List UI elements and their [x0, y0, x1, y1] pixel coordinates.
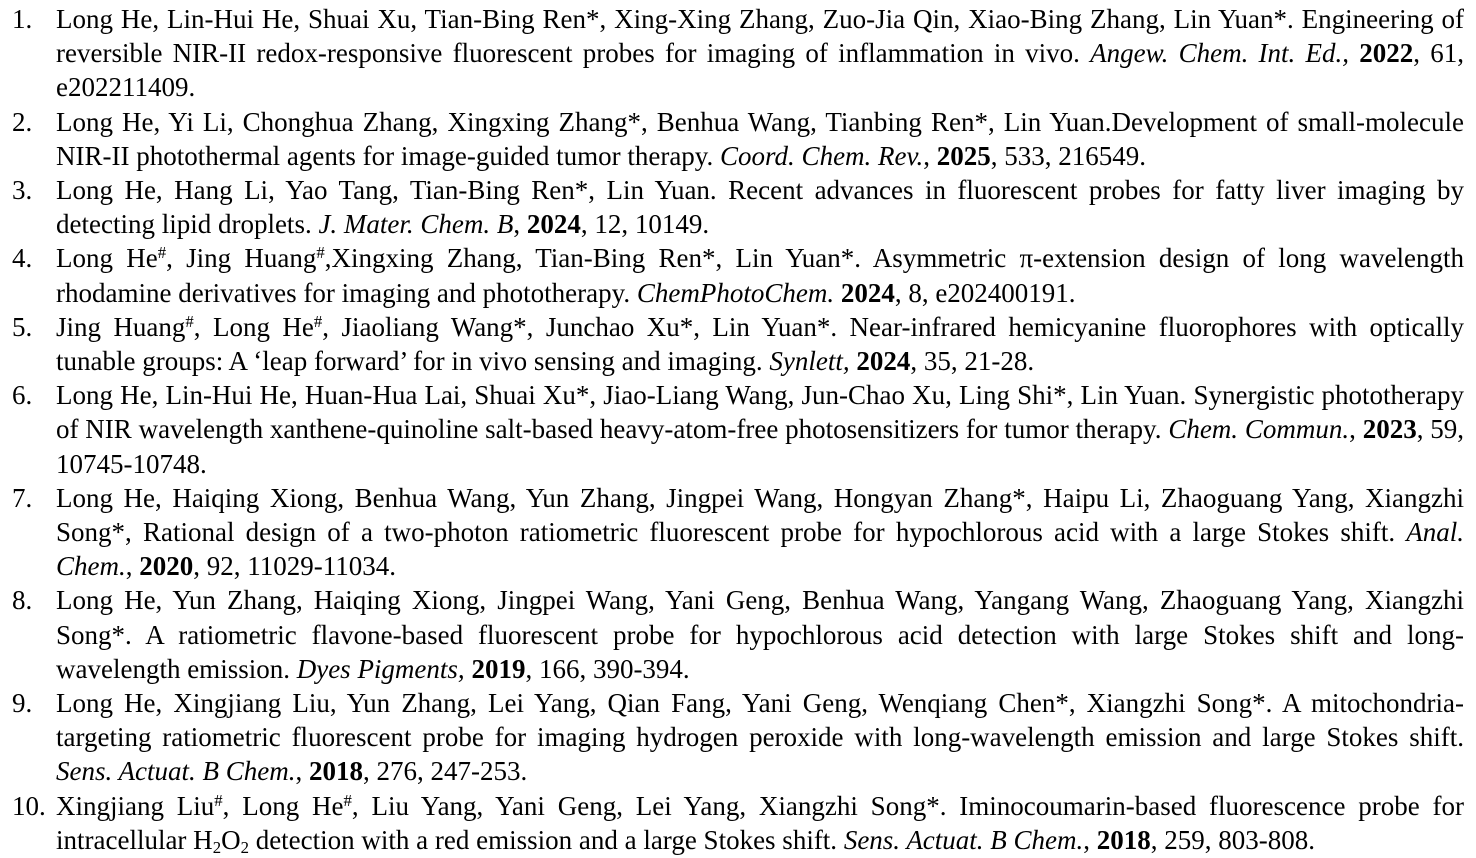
- reference-item-8: [12, 583, 1464, 686]
- reference-number: 8.: [12, 585, 33, 616]
- reference-details: , 276, 247-253.: [362, 756, 528, 787]
- reference-details: , 92, 11029-11034.: [193, 551, 396, 582]
- reference-text: Long He, Hang Li, Yao Tang, Tian-Bing Ren*, Lin Yuan. Recent advances in fluorescent probes for fatty liver imaging by detecting lipid droplets. J. Mater. Chem. B, 2024, 12, 10149.: [56, 175, 1465, 240]
- reference-year: 2024: [856, 346, 911, 377]
- reference-text: [56, 2, 1464, 105]
- reference-item-3: [12, 173, 1464, 241]
- reference-year: 2022: [1359, 38, 1414, 69]
- reference-title: A mitochondria-targeting ratiometric fluorescent probe for imaging hydrogen peroxide with long-wavelength emission and large Stokes shift.: [56, 688, 1464, 753]
- reference-journal: Angew. Chem. Int. Ed.,: [1090, 38, 1350, 69]
- reference-author-second: , Jing Huang: [166, 243, 317, 274]
- reference-journal: Anal. Chem.: [56, 517, 1465, 582]
- equal-contribution-mark: #: [157, 243, 167, 263]
- subscript-two: 2: [212, 838, 222, 858]
- reference-title: Synergistic phototherapy of NIR wavelength xanthene-quinoline salt-based heavy-atom-free photosensitizers for tumor therapy.: [56, 380, 1465, 445]
- reference-details: , 166, 390-394.: [525, 653, 690, 684]
- reference-text: [56, 310, 1464, 378]
- reference-title: Recent advances in fluorescent probes for fatty liver imaging by detecting lipid droplets.: [56, 175, 1465, 240]
- reference-year: 2018: [308, 756, 363, 787]
- reference-item-6: [12, 378, 1464, 481]
- reference-item-2: [12, 105, 1464, 173]
- reference-authors: , Jiaoliang Wang*, Junchao Xu*, Lin Yuan*.: [322, 311, 838, 342]
- reference-details: , 12, 10149.: [580, 209, 710, 240]
- reference-details: , 259, 803-808.: [1150, 824, 1316, 855]
- reference-author-first: Jing Huang: [56, 311, 186, 342]
- reference-journal: Chem. Commun.: [1168, 414, 1350, 445]
- reference-journal: J. Mater. Chem. B: [318, 209, 514, 240]
- reference-title-end: detection with a red emission and a large Stokes shift.: [248, 824, 838, 855]
- reference-number: 2.: [12, 106, 33, 137]
- reference-authors: Long He, Xingjiang Liu, Yun Zhang, Lei Yang, Qian Fang, Yani Geng, Wenqiang Chen*, Xiangzhi Song*.: [56, 688, 1273, 719]
- reference-year: 2025: [936, 140, 991, 171]
- reference-details: , 8, e202400191.: [894, 277, 1076, 308]
- equal-contribution-mark: #: [313, 311, 323, 331]
- reference-author-second: , Long He: [193, 311, 314, 342]
- reference-details: , 533, 216549.: [990, 140, 1147, 171]
- reference-text: [56, 583, 1464, 686]
- reference-year: 2023: [1362, 414, 1417, 445]
- equal-contribution-mark: #: [343, 790, 352, 810]
- reference-text: Long He, Haiqing Xiong, Benhua Wang, Yun Zhang, Jingpei Wang, Hongyan Zhang*, Haipu Li, Zhaoguang Yang, Xiangzhi Song*, Rational design of a two-photon ratiometric fluorescent probe for hypochlorous acid with a large Stokes shift. Anal. Chem., 2020, 92, 11029-11034.: [56, 482, 1465, 582]
- reference-text: [56, 241, 1464, 309]
- reference-year: 2018: [1096, 824, 1151, 855]
- reference-author-first: Long He: [56, 243, 158, 274]
- reference-author-first: Xingjiang Liu: [56, 790, 215, 821]
- reference-number: 3.: [12, 175, 33, 206]
- subscript-two: 2: [240, 838, 249, 858]
- reference-title: Rational design of a two-photon ratiometric fluorescent probe for hypochlorous acid with a large Stokes shift.: [142, 517, 1396, 548]
- reference-title: A ratiometric flavone-based fluorescent probe for hypochlorous acid detection with large Stokes shift and long-wavelength emission.: [56, 619, 1464, 684]
- reference-number: 7.: [12, 482, 33, 513]
- reference-title-mid: O: [221, 824, 241, 855]
- reference-authors: Long He, Hang Li, Yao Tang, Tian-Bing Ren*, Lin Yuan.: [56, 175, 717, 206]
- reference-text: Long He, Yi Li, Chonghua Zhang, Xingxing Zhang*, Benhua Wang, Tianbing Ren*, Lin Yuan.Development of small-molecule NIR-II photothermal agents for image-guided tumor therapy. Coord. Chem. Rev., 2025, 533, 216549.: [56, 106, 1464, 171]
- reference-year: 2024: [526, 209, 581, 240]
- reference-item-4: [12, 241, 1464, 309]
- reference-text: Long He, Xingjiang Liu, Yun Zhang, Lei Yang, Qian Fang, Yani Geng, Wenqiang Chen*, Xiangzhi Song*. A mitochondria-targeting ratiometric fluorescent probe for imaging hydrogen peroxide with long-wavelength emission and large Stokes shift. Sens. Actuat. B Chem., 2018, 276, 247-253.: [56, 688, 1464, 787]
- equal-contribution-mark: #: [316, 243, 325, 263]
- reference-number: 6.: [12, 380, 33, 411]
- reference-title: Development of small-molecule NIR-II photothermal agents for image-guided tumor therapy.: [56, 106, 1464, 171]
- reference-title: Asymmetric π-extension design of long wavelength rhodamine derivatives for imaging and phototherapy.: [56, 243, 1465, 308]
- reference-number: 5.: [12, 311, 33, 342]
- reference-journal: ChemPhotoChem.: [636, 277, 835, 308]
- reference-item-5: [12, 310, 1464, 378]
- reference-details: , 61, e202211409.: [56, 38, 1465, 103]
- reference-year: 2020: [139, 551, 194, 582]
- reference-number: 1.: [12, 4, 33, 34]
- reference-details: , 35, 21-28.: [910, 346, 1035, 377]
- reference-authors: ,Xingxing Zhang, Tian-Bing Ren*, Lin Yuan*.: [324, 243, 861, 274]
- reference-number: 4.: [12, 243, 33, 274]
- reference-journal: Coord. Chem. Rev.: [720, 140, 924, 171]
- reference-details: , 59, 10745-10748.: [56, 414, 1465, 479]
- reference-authors: Long He, Yun Zhang, Haiqing Xiong, Jingpei Wang, Yani Geng, Benhua Wang, Yangang Wang, Zhaoguang Yang, Xiangzhi Song*.: [56, 585, 1464, 650]
- reference-authors: Long He, Yi Li, Chonghua Zhang, Xingxing Zhang*, Benhua Wang, Tianbing Ren*, Lin Yuan.: [56, 106, 1112, 137]
- reference-item-10: [12, 789, 1464, 857]
- reference-text: Long He, Lin-Hui He, Huan-Hua Lai, Shuai Xu*, Jiao-Liang Wang, Jun-Chao Xu, Ling Shi*, Lin Yuan. Synergistic phototherapy of NIR wavelength xanthene-quinoline salt-based heavy-atom-free photosensitizers for tumor therapy. Chem. Commun., 2023, 59, 10745-10748.: [56, 380, 1465, 479]
- reference-year: 2019: [471, 653, 526, 684]
- reference-number: 9.: [12, 688, 33, 719]
- reference-journal: Dyes Pigments,: [296, 653, 465, 684]
- reference-item-9: [12, 686, 1464, 789]
- reference-journal: Sens. Actuat. B Chem.: [56, 756, 296, 787]
- reference-year: 2024: [840, 277, 895, 308]
- reference-journal: Synlett,: [769, 346, 850, 377]
- reference-item-1: [12, 2, 1464, 105]
- reference-text: Xingjiang Liu#, Long He#, Liu Yang, Yani Geng, Lei Yang, Xiangzhi Song*. Iminocoumarin-based fluorescence probe for intracellular $H_2O_2$ detection with a red emission and a large Stokes shift. Sens. Actuat. B Chem., 2018, 259, 803-808.: [56, 790, 1465, 858]
- reference-author-second: , Long He: [222, 790, 344, 821]
- reference-item-7: [12, 481, 1464, 584]
- reference-journal: Sens. Actuat. B Chem.: [843, 824, 1084, 855]
- reference-authors: Long He, Lin-Hui He, Huan-Hua Lai, Shuai Xu*, Jiao-Liang Wang, Jun-Chao Xu, Ling Shi*, Lin Yuan.: [56, 380, 1187, 411]
- reference-authors: Long He, Haiqing Xiong, Benhua Wang, Yun Zhang, Jingpei Wang, Hongyan Zhang*, Haipu Li, Zhaoguang Yang, Xiangzhi Song*,: [56, 482, 1464, 548]
- reference-number: 10.: [12, 790, 46, 821]
- reference-title: Near-infrared hemicyanine fluorophores with optically tunable groups: A ‘leap forward’ for in vivo sensing and imaging.: [56, 311, 1464, 377]
- reference-title: Engineering of reversible NIR-II redox-responsive fluorescent probes for imaging of inflammation in vivo.: [56, 4, 1465, 69]
- equal-contribution-mark: #: [185, 311, 194, 331]
- reference-authors: Long He, Lin-Hui He, Shuai Xu, Tian-Bing Ren*, Xing-Xing Zhang, Zuo-Jia Qin, Xiao-Bing Zhang, Lin Yuan*.: [56, 4, 1294, 34]
- reference-authors: , Liu Yang, Yani Geng, Lei Yang, Xiangzhi Song*.: [351, 790, 947, 821]
- equal-contribution-mark: #: [214, 790, 223, 810]
- reference-title-start: Iminocoumarin-based fluorescence probe for intracellular H: [56, 790, 1465, 855]
